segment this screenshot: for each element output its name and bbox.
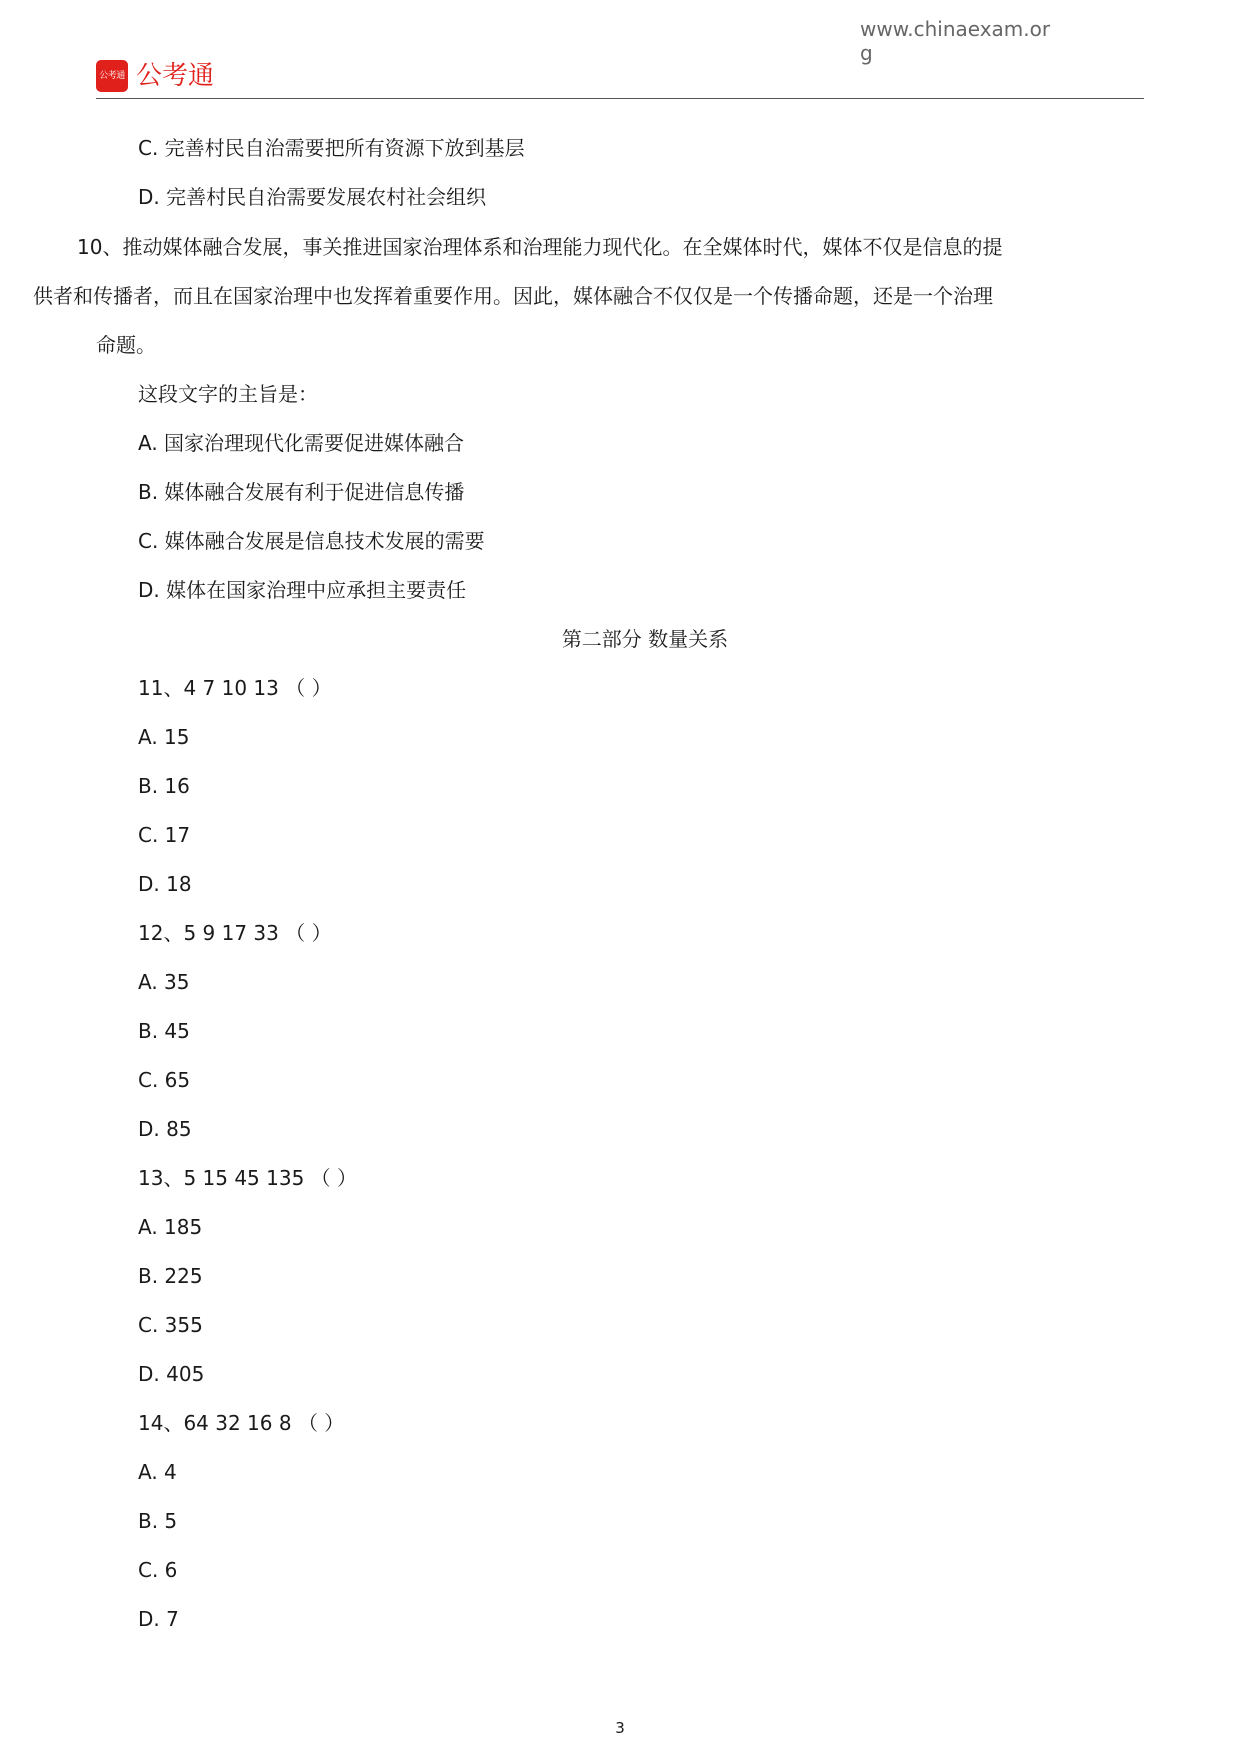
q10-prompt: 这段文字的主旨是： [138,382,318,406]
q10-option-c: C. 媒体融合发展是信息技术发展的需要 [138,529,485,553]
q12-option-b: B. 45 [138,1019,190,1043]
q10-option-d: D. 媒体在国家治理中应承担主要责任 [138,578,467,602]
q11-stem: 11、4 7 10 13 （ ） [138,676,332,700]
q10-stem-line-1: 10、推动媒体融合发展，事关推进国家治理体系和治理能力现代化。在全媒体时代，媒体不仅是信息的提 [77,235,1003,259]
q10-option-a: A. 国家治理现代化需要促进媒体融合 [138,431,465,455]
q13-option-c: C. 355 [138,1313,203,1337]
q13-option-a: A. 185 [138,1215,203,1239]
q14-stem: 14、64 32 16 8 （ ） [138,1411,345,1435]
q10-stem-line-2: 供者和传播者，而且在国家治理中也发挥着重要作用。因此，媒体融合不仅仅是一个传播命题，还是一个治理 [33,284,993,308]
logo-icon: 公考通 [96,60,128,92]
q10-option-b: B. 媒体融合发展有利于促进信息传播 [138,480,465,504]
q14-option-c: C. 6 [138,1558,178,1582]
section-title: 第二部分 数量关系 [561,627,729,651]
q14-option-a: A. 4 [138,1460,177,1484]
q11-option-d: D. 18 [138,872,192,896]
q12-option-a: A. 35 [138,970,190,994]
q11-option-a: A. 15 [138,725,190,749]
q13-option-b: B. 225 [138,1264,203,1288]
q12-stem: 12、5 9 17 33 （ ） [138,921,332,945]
q11-option-c: C. 17 [138,823,191,847]
header-divider [96,98,1144,99]
page-number: 3 [615,1719,625,1737]
logo-wordmark: 公考通 [136,61,215,91]
brand-logo [96,60,214,92]
q12-option-d: D. 85 [138,1117,192,1141]
site-url: www.chinaexam.org [860,17,1051,65]
q9-option-c: C. 完善村民自治需要把所有资源下放到基层 [138,136,525,160]
q13-stem: 13、5 15 45 135 （ ） [138,1166,358,1190]
q11-option-b: B. 16 [138,774,190,798]
q13-option-d: D. 405 [138,1362,205,1386]
q9-option-d: D. 完善村民自治需要发展农村社会组织 [138,185,487,209]
q12-option-c: C. 65 [138,1068,191,1092]
q14-option-b: B. 5 [138,1509,178,1533]
q10-stem-line-3: 命题。 [96,333,156,357]
q14-option-d: D. 7 [138,1607,179,1631]
